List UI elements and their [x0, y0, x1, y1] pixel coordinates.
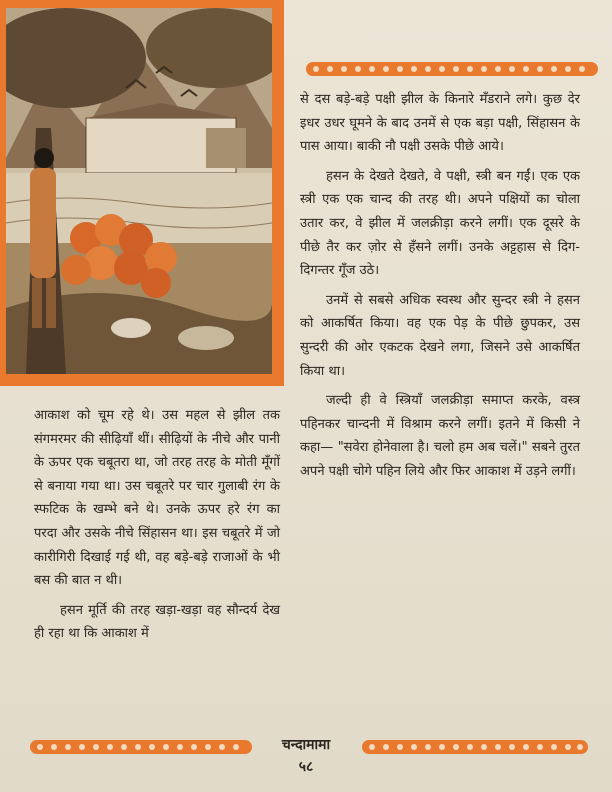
right-paragraph-4: जल्दी ही वे स्त्रियाँ जलक्रीड़ा समाप्त करके, वस्त्र पहिनकर चान्दनी में विश्राम करने लगीं। इतने में किसी ने कहा— "सवेरा होनेवाला है। चलो हम अब चलें।" सबने तुरत अपने पक्षी चोगे पहिन लिये और फिर आकाश में उड़ने लगीं।: [300, 393, 580, 479]
magazine-name: चन्दामामा: [281, 737, 331, 753]
bottom-right-border: [362, 738, 588, 756]
page-number: ५८: [298, 759, 314, 775]
left-paragraph-2: हसन मूर्ति की तरह खड़ा-खड़ा वह सौन्दर्य देख ही रहा था कि आकाश में: [34, 602, 280, 642]
right-paragraph-2: हसन के देखते देखते, वे पक्षी, स्त्री बन गईं। एक एक स्त्री एक एक चान्द की तरह थी। अपने पक्षियों का चोला उतार कर, वे झील में जलक्रीड़ा करने लगीं। एक दूसरे के पीछे तैर कर ज़ोर से हँसने लगीं। उनके अट्टहास से दिग-दिगन्तर गूँज उठे।: [300, 168, 580, 279]
illustration-art: [6, 8, 272, 374]
top-decorative-border: [306, 60, 598, 78]
right-paragraph-3: उनमें से सबसे अधिक स्वस्थ और सुन्दर स्त्री ने हसन को आकर्षित किया। वह एक पेड़ के पीछे छुपकर, उस सुन्दरी की ओर एकटक देखने लगा, जिसने उसे आकर्षित किया था।: [300, 292, 580, 379]
left-text-column: [34, 404, 280, 652]
bottom-left-border: [30, 738, 252, 756]
right-text-column: [300, 88, 580, 490]
right-paragraph-1: से दस बड़े-बड़े पक्षी झील के किनारे मँडराने लगे। कुछ देर इधर उधर घूमने के बाद उनमें से एक बड़ा पक्षी, सिंहासन के पास आया। बाकी नौ पक्षी उसके पीछे आये।: [300, 92, 580, 155]
left-paragraph-1: आकाश को चूम रहे थे। उस महल से झील तक संगमरमर की सीढ़ियाँ थीं। सीढ़ियों के नीचे और पानी के ऊपर एक चबूतरा था, जो तरह तरह के मोती मूँगों से बनाया गया था। उस चबूतरे पर चार गुलाबी रंग के स्फटिक के खम्भे बने थे। उनके ऊपर हरे रंग का परदा और उसके नीचे सिंहासन था। इस चबूतरे में जो कारीगिरी दिखाई गई थी, वह बड़े-बड़े राजाओं के भी बस की बात न थी।: [34, 408, 280, 589]
story-illustration: [0, 0, 284, 386]
